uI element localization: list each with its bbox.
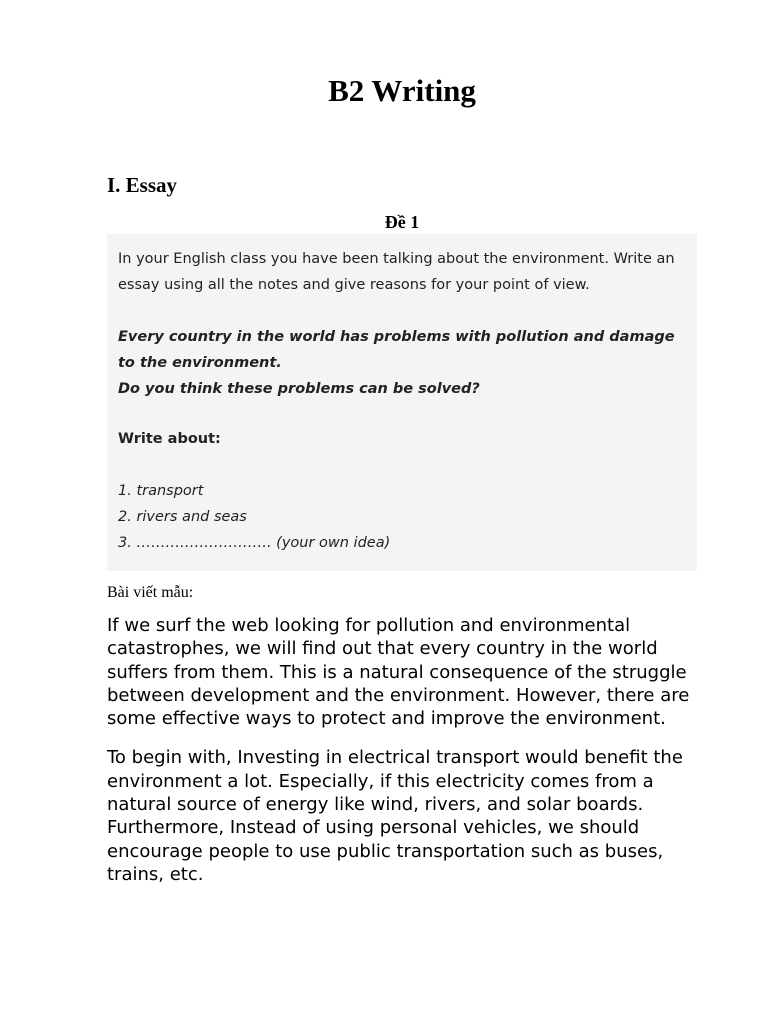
sample-essay [107, 614, 707, 902]
essay-paragraph: If we surf the web looking for pollution and environmental catastrophes, we will find out that every country in the world suffers from them. This is a natural consequence of the struggle between development and the environment. However, there are some effective ways to protect and improve the environment. [107, 615, 690, 730]
prompt-statement: Every country in the world has problems with pollution and damage to the environment. [118, 329, 675, 371]
prompt-box [107, 234, 697, 571]
prompt-intro: In your English class you have been talking about the environment. Write an essay using all the notes and give reasons for your point of view. [118, 251, 675, 293]
section-heading: I. Essay [107, 173, 178, 197]
prompt-list-item: 3. ………………………. (your own idea) [118, 535, 391, 551]
sample-label: Bài viết mẫu: [107, 584, 194, 601]
prompt-write-about: Write about: [118, 431, 221, 447]
prompt-list [118, 478, 687, 556]
essay-paragraph: To begin with, Investing in electrical transport would benefit the environment a lot. Especially, if this electricity comes from a natural source of energy like wind, rivers, and solar boards. Furthermore, Instead of using personal vehicles, we should encourage people to use public transportation such as buses, trains, etc. [107, 747, 683, 885]
prompt-question-block [118, 324, 687, 402]
document-title: B2 Writing [328, 73, 476, 108]
prompt-list-item: 1. transport [118, 483, 204, 499]
prompt-question: Do you think these problems can be solved? [118, 381, 480, 397]
prompt-list-item: 2. rivers and seas [118, 509, 247, 525]
task-title: Đề 1 [384, 212, 420, 232]
